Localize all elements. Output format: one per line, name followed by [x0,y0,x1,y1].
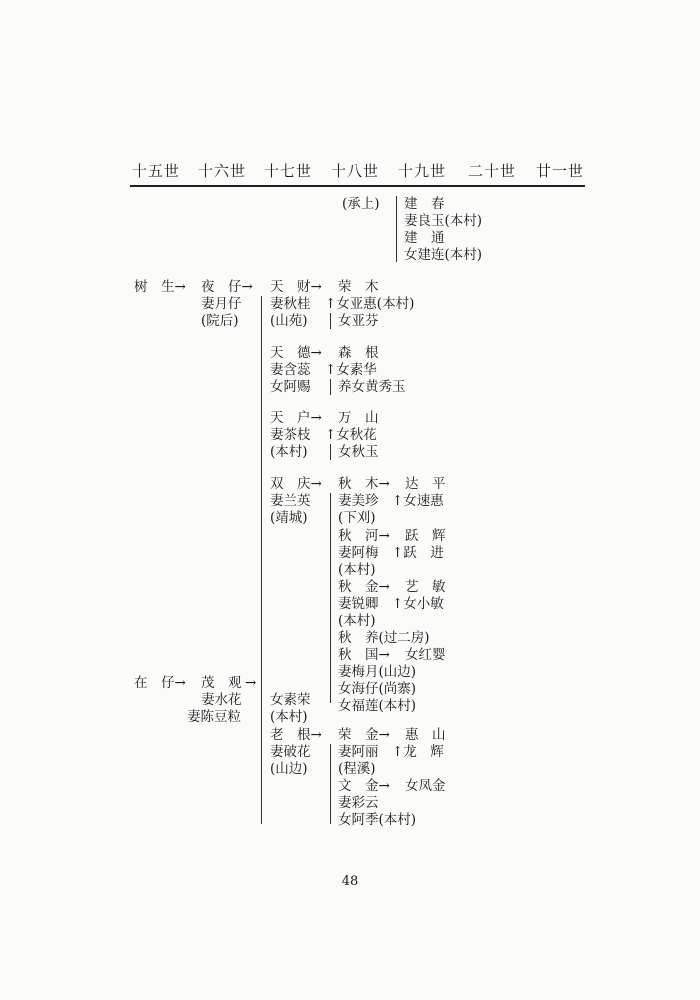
person-entry: 女海仔(尚寨) [338,681,417,697]
person-entry: 妻陈豆粒 [187,709,241,725]
person-entry: 双 庆→ [270,476,322,492]
person-entry: (本村) [338,562,376,578]
person-entry: 秋 国→ [338,647,390,663]
person-entry: 妻梅月(山边) [338,664,417,680]
person-entry: (下刈) [338,510,376,526]
person-entry: 荣 金→ [338,727,390,743]
person-entry: 女红婴 [405,647,446,663]
person-entry: 森 根 [338,345,379,361]
person-entry: 女福莲(本村) [338,698,417,714]
person-entry: ↑女亚惠(本村) [325,296,415,312]
person-entry: 秋 金→ [338,579,390,595]
generation-label: 十五世 [131,162,180,180]
person-entry: 妻破花 [270,744,311,760]
person-entry: (靖城) [270,510,308,526]
person-entry: 天 财→ [270,279,322,295]
person-entry: (程溪) [338,761,376,777]
person-entry: 秋 木→ [338,476,390,492]
person-entry: 树 生→ [134,279,186,295]
person-entry: 跃 辉 [405,528,446,544]
generation-label: 十六世 [197,162,246,180]
generation-label: 十八世 [330,162,379,180]
person-entry: 女素荣 [270,692,311,708]
person-entry: 妻锐卿 [338,596,379,612]
person-entry: 妻含蕊 [270,362,311,378]
person-entry: 妻阿丽 [338,744,379,760]
header-rule [130,185,585,187]
person-entry: 艺 敏 [405,579,446,595]
person-entry: 妻美珍 [338,493,379,509]
person-entry: 妻秋桂 [270,296,311,312]
person-entry: 女秋玉 [338,444,379,460]
person-entry: 妻水花 [201,692,242,708]
person-entry: 天 德→ [270,345,322,361]
person-entry: (山边) [270,761,308,777]
person-entry: (本村) [270,709,308,725]
person-entry: (本村) [270,444,308,460]
person-entry: 妻茶枝 [270,427,311,443]
branch-line [330,313,331,329]
continued-note: (承上) [342,196,380,212]
person-entry: ↑女素华 [325,362,377,378]
person-entry: 达 平 [405,476,446,492]
person-entry: 惠 山 [405,727,446,743]
generation-label: 十七世 [263,162,312,180]
person-entry: ↑女小敏 [392,596,444,612]
branch-line [330,744,331,824]
page-number: 48 [341,874,359,889]
generation-label: 十九世 [397,162,446,180]
arrow-icon: → [245,675,257,691]
person-entry: 在 仔→ [134,675,186,691]
person-entry: 建 通 [404,230,445,246]
person-entry: ↑女秋花 [325,427,377,443]
person-entry: 建 春 [404,196,445,212]
person-entry: (山苑) [270,313,308,329]
person-entry: 荣 木 [338,279,379,295]
generation-label: 廿一世 [535,162,584,180]
person-entry: (院后) [201,313,239,329]
person-entry: 茂 观 [201,675,242,691]
person-entry: 女建连(本村) [404,247,483,263]
person-entry: 秋 养(过二房) [338,630,430,646]
branch-line [330,444,331,460]
person-entry: 文 金→ [338,778,390,794]
generation-header [0,0,700,200]
person-entry: 夜 仔→ [201,279,253,295]
person-entry: 老 根→ [270,727,322,743]
person-entry: 秋 河→ [338,528,390,544]
person-entry: 养女黄秀玉 [338,379,406,395]
person-entry: 万 山 [338,410,379,426]
branch-line [330,379,331,395]
person-entry: 妻兰英 [270,493,311,509]
person-entry: ↑龙 辉 [392,744,444,760]
person-entry: 天 户→ [270,410,322,426]
branch-line [330,493,331,703]
branch-line [261,296,262,824]
person-entry: 女亚芬 [338,313,379,329]
person-entry: 妻彩云 [338,795,379,811]
person-entry: 女凤金 [405,778,446,794]
person-entry: 女阿季(本村) [338,812,417,828]
person-entry: 妻阿梅 [338,545,379,561]
branch-line [396,196,397,262]
person-entry: 妻良玉(本村) [404,213,483,229]
person-entry: ↑跃 进 [392,545,444,561]
person-entry: ↑女速惠 [392,493,444,509]
person-entry: 妻月仔 [201,296,242,312]
person-entry: 女阿赐 [270,379,311,395]
generation-label: 二十世 [467,162,516,180]
person-entry: (本村) [338,613,376,629]
